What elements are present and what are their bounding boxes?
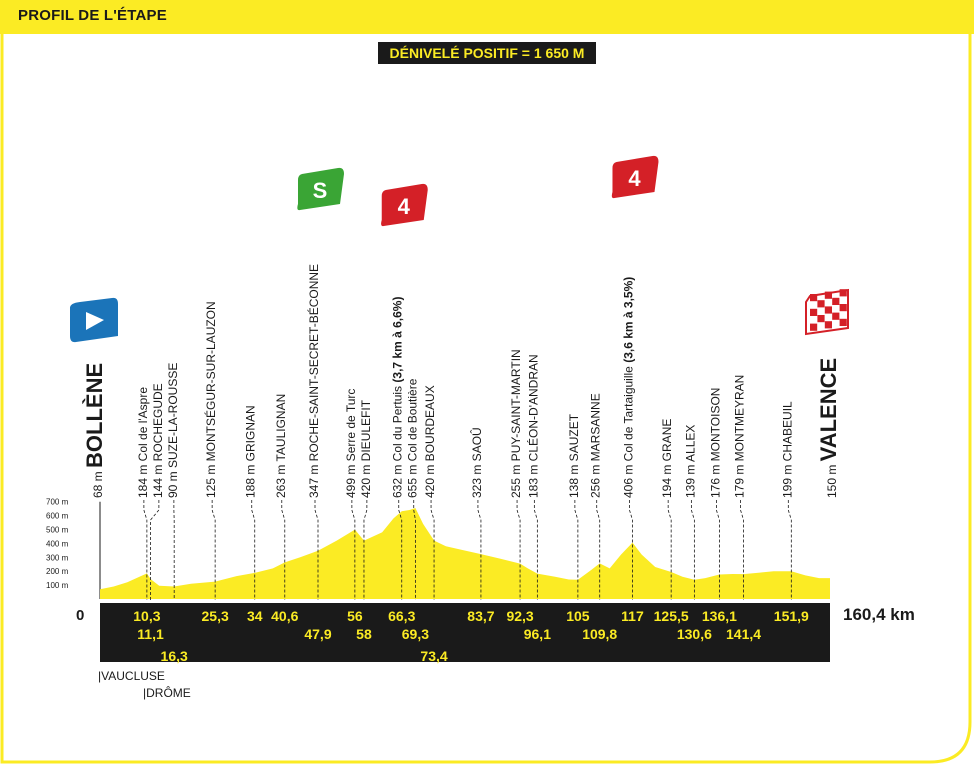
km-label: 25,3 [201, 608, 229, 624]
waypoint-label: 347 m ROCHE-SAINT-SECRET-BÉCONNE [306, 263, 321, 498]
waypoint-label: 256 m MARSANNE [588, 393, 603, 498]
y-tick-label: 400 m [46, 539, 69, 549]
waypoint-label: 183 m CLÉON-D'ANDRAN [526, 354, 541, 498]
svg-text:4: 4 [397, 194, 410, 219]
waypoint-label: 184 m Col de l'Aspre [135, 386, 150, 498]
region-label-drome: |DRÔME [143, 686, 191, 700]
y-tick-label: 600 m [46, 511, 69, 521]
km-label: 58 [356, 626, 372, 642]
waypoint-label: 420 m BOURDEAUX [423, 385, 438, 498]
km-label: 47,9 [304, 626, 332, 642]
km-label: 105 [566, 608, 590, 624]
waypoint-label: 179 m MONTMEYRAN [732, 374, 747, 498]
climb-marker [381, 184, 428, 226]
region-label-vaucluse: |VAUCLUSE [98, 669, 165, 683]
x-start-label: 0 [76, 607, 85, 624]
km-label: 151,9 [773, 608, 809, 624]
elevation-gain-badge: DÉNIVELÉ POSITIF = 1 650 M [378, 42, 596, 64]
km-label: 141,4 [726, 626, 762, 642]
km-label: 125,5 [653, 608, 689, 624]
climb-marker [612, 156, 659, 198]
waypoint-label: 176 m MONTOISON [708, 387, 723, 498]
km-label: 117 [621, 608, 644, 624]
header-title: PROFIL DE L'ÉTAPE [18, 7, 167, 24]
km-label: 96,1 [523, 626, 551, 642]
km-label: 34 [246, 608, 263, 624]
waypoint-label: 499 m Serre de Turc [343, 388, 358, 498]
km-label: 73,4 [420, 648, 448, 664]
waypoint-label: 323 m SAOÛ [469, 427, 484, 498]
start-label: 68 m BOLLÈNE [82, 362, 107, 498]
y-tick-label: 200 m [46, 567, 69, 577]
finish-marker [806, 289, 848, 334]
waypoint-label: 255 m PUY-SAINT-MARTIN [509, 349, 524, 498]
km-label: 136,1 [701, 608, 737, 624]
km-label: 40,6 [271, 608, 299, 624]
sprint-marker [297, 168, 344, 210]
waypoint-label: 199 m CHABEUIL [780, 401, 795, 498]
waypoint-label: 90 m SUZE-LA-ROUSSE [165, 362, 180, 498]
y-tick-label: 300 m [46, 553, 69, 563]
km-label: 10,3 [133, 608, 161, 624]
km-label: 11,1 [137, 626, 164, 642]
x-end-label: 160,4 km [843, 605, 915, 624]
km-label: 69,3 [401, 626, 430, 642]
km-label: 16,3 [160, 648, 188, 664]
waypoint-label: 420 m DIEULEFIT [358, 399, 373, 498]
waypoint-label: 263 m TAULIGNAN [273, 393, 288, 498]
y-tick-label: 700 m [46, 497, 69, 507]
km-label: 92,3 [506, 608, 534, 624]
svg-text:S: S [312, 178, 328, 203]
elevation-area [100, 508, 830, 599]
km-label: 66,3 [388, 608, 416, 624]
waypoint-label: 194 m GRANE [660, 418, 675, 498]
start-marker [70, 298, 118, 342]
waypoint-label: 138 m SAUZET [566, 413, 581, 498]
waypoint-label: 406 m Col de Tartaiguille (3,6 km à 3,5%) [621, 276, 636, 498]
km-label: 109,8 [582, 626, 618, 642]
waypoint-label: 139 m ALLEX [683, 424, 698, 498]
svg-text:4: 4 [628, 166, 641, 191]
km-label: 56 [347, 608, 363, 624]
finish-label: 150 m VALENCE [816, 357, 841, 498]
waypoint-label: 125 m MONTSÉGUR-SUR-LAUZON [204, 301, 219, 498]
km-label: 130,6 [676, 626, 712, 642]
y-tick-label: 500 m [46, 525, 69, 535]
waypoint-label: 655 m Col de Boutière [405, 378, 420, 498]
waypoint-label: 188 m GRIGNAN [243, 405, 258, 498]
waypoint-label: 632 m Col du Pertuis (3,7 km à 6,6%) [390, 296, 405, 498]
waypoint-label: 144 m ROCHEGUDE [150, 383, 165, 498]
y-tick-label: 100 m [46, 581, 69, 591]
km-label: 83,7 [467, 608, 495, 624]
